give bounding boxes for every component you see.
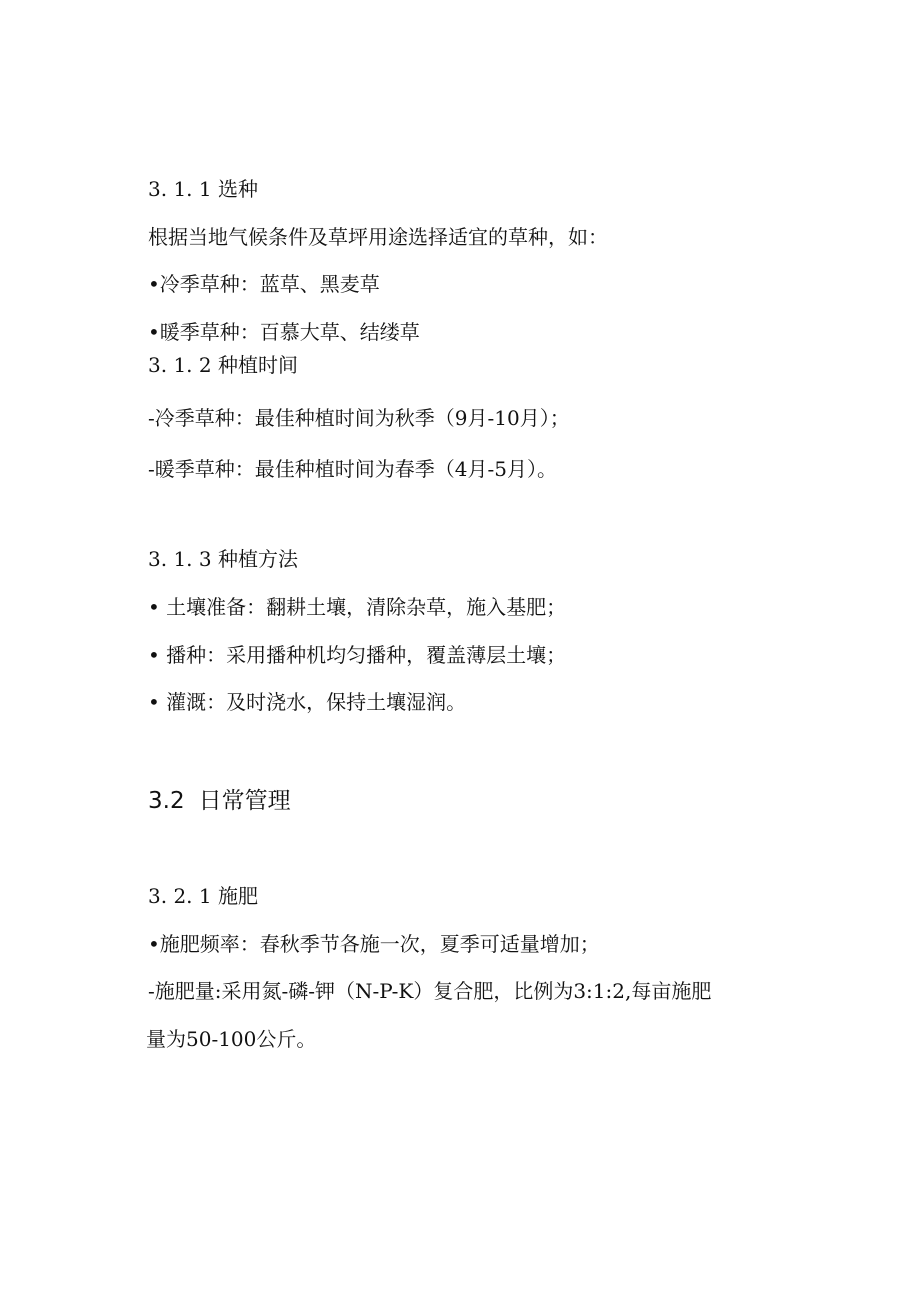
section-3-2-1-title: 3. 2. 1 施肥 xyxy=(148,884,258,908)
section-3-1-1-item-cool-season: •冷季草种：蓝草、黑麦草 xyxy=(148,272,380,296)
section-3-1-1-intro: 根据当地气候条件及草坪用途选择适宜的草种，如： xyxy=(148,225,608,249)
section-3-2-number: 3.2 xyxy=(148,788,185,814)
section-3-1-2-item-warm-season: -暖季草种：最佳种植时间为春季（4月-5月）。 xyxy=(148,457,557,481)
section-3-1-3-item-sowing: • 播种：采用播种机均匀播种，覆盖薄层土壤； xyxy=(148,643,567,667)
section-3-1-1-item-warm-season: •暖季草种：百慕大草、结缕草 xyxy=(148,320,420,344)
section-3-2-1-item-amount-line1: -施肥量:采用氮-磷-钾（N-P-K）复合肥，比例为3:1:2,每亩施肥 xyxy=(148,979,712,1003)
section-3-1-2-item-cool-season: -冷季草种：最佳种植时间为秋季（9月-10月）； xyxy=(148,406,570,430)
section-3-2-title: 日常管理 xyxy=(198,788,291,814)
section-3-2-heading xyxy=(148,787,291,815)
section-3-1-2-title: 3. 1. 2 种植时间 xyxy=(148,353,298,377)
section-3-1-3-title: 3. 1. 3 种植方法 xyxy=(148,547,298,571)
section-3-2-1-item-amount-line2: 量为50-100公斤。 xyxy=(146,1027,317,1051)
section-3-1-3-item-soil: • 土壤准备：翻耕土壤，清除杂草，施入基肥； xyxy=(148,595,567,619)
section-3-2-1-item-frequency: •施肥频率：春秋季节各施一次，夏季可适量增加； xyxy=(148,932,600,956)
section-3-1-3-item-irrigation: • 灌溉：及时浇水，保持土壤湿润。 xyxy=(148,690,467,714)
section-3-1-1-title: 3. 1. 1 选种 xyxy=(148,177,258,201)
